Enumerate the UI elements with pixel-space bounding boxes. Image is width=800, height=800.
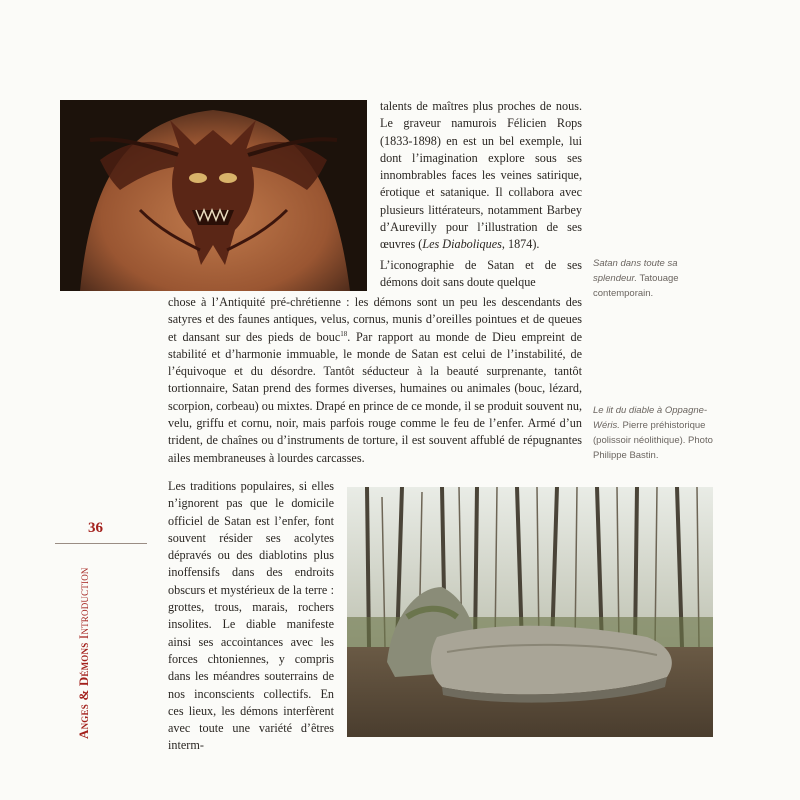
tattoo-photo [60,100,367,291]
caption-text: Tatouage contemporain. [593,273,679,299]
caption-title: Le lit du diable à Oppagne-Wéris. [593,405,708,431]
footnote-ref: 18 [340,329,348,338]
paragraph-rops [380,98,582,254]
stone-photo [347,487,713,737]
paragraph-text-end: . Par rapport au monde de Dieu empreint de stabilité et d’harmonie immuable, le monde de Satan est celui de l’instabilité, de l’équivoque et du désordre. Tantôt séducteur à la beauté surprenante, tantôt tortionnaire, Satan prend des formes diverses, humaines ou animales (bouc, lézard, scorpion, corbeau) ou mixtes. Drapé en prince de ce monde, il se produit souvent nu, velu, griffu et cornu, noir, mais parfois rouge comme le feu de l’enfer. Armé d’un trident, de chaînes ou d’instruments de torture, il est souvent affublé de répugnantes ailes membraneuses à lourdes carcasses. [168,329,582,465]
caption-text: Pierre préhistorique (polissoir néolithique). Photo Philippe Bastin. [593,420,713,461]
book-title: Les Diaboliques [422,237,502,252]
text-column-top [380,98,582,291]
divider-rule [55,543,147,544]
paragraph-text: talents de maîtres plus proches de nous. Le graveur namurois Félicien Rops (1833-1898) en est un bel exemple, lui dont l’imagination explore sous ses innombrables faces les veines satirique, érotique et satanique. Il collabora avec plusieurs littérateurs, notamment Barbey d’Aurevilly pour l’illustration de ses œuvres ( [380,99,582,252]
section-name: Introduction [76,567,91,640]
text-block-wide [168,294,582,467]
paragraph-iconography-start: L’iconographie de Satan et de ses démons doit sans doute quelque [380,257,582,289]
book-title-running: Anges & Démons [76,642,91,739]
stone-illustration [347,487,713,737]
paragraph-text-end: , 1874). [501,237,540,252]
caption-title: Satan dans toute sa splendeur. [593,258,678,284]
tattoo-illustration [60,100,367,291]
caption-tattoo [593,256,723,301]
paragraph-traditions: Les traditions populaires, si elles n’ignorent pas que le domicile officiel de Satan est l’enfer, font souvent résider ses acolytes dépravés ou des diablotins plus inoffensifs dans des endroits obscurs et mystérieux de la terre : grottes, trous, marais, rochers insolites. Le diable manifeste ainsi ses accointances avec les forces chtoniennes, y compris dans les méandres souterrains de nos inconscients collectifs. En ces lieux, les démons interfèrent avec toute une variété d’êtres interm- [168,479,334,753]
caption-stone [593,403,723,463]
paragraph-text: chose à l’Antiquité pré-chrétienne : les démons sont un peu les descendants des satyres et des faunes antiques, velus, cornus, munis d’oreilles pointues et de queues et dansant sur des pieds de bouc [168,295,582,344]
paragraph-iconography [168,294,582,467]
page-number: 36 [88,520,103,536]
text-column-bottom [168,478,334,755]
running-head [76,539,92,739]
